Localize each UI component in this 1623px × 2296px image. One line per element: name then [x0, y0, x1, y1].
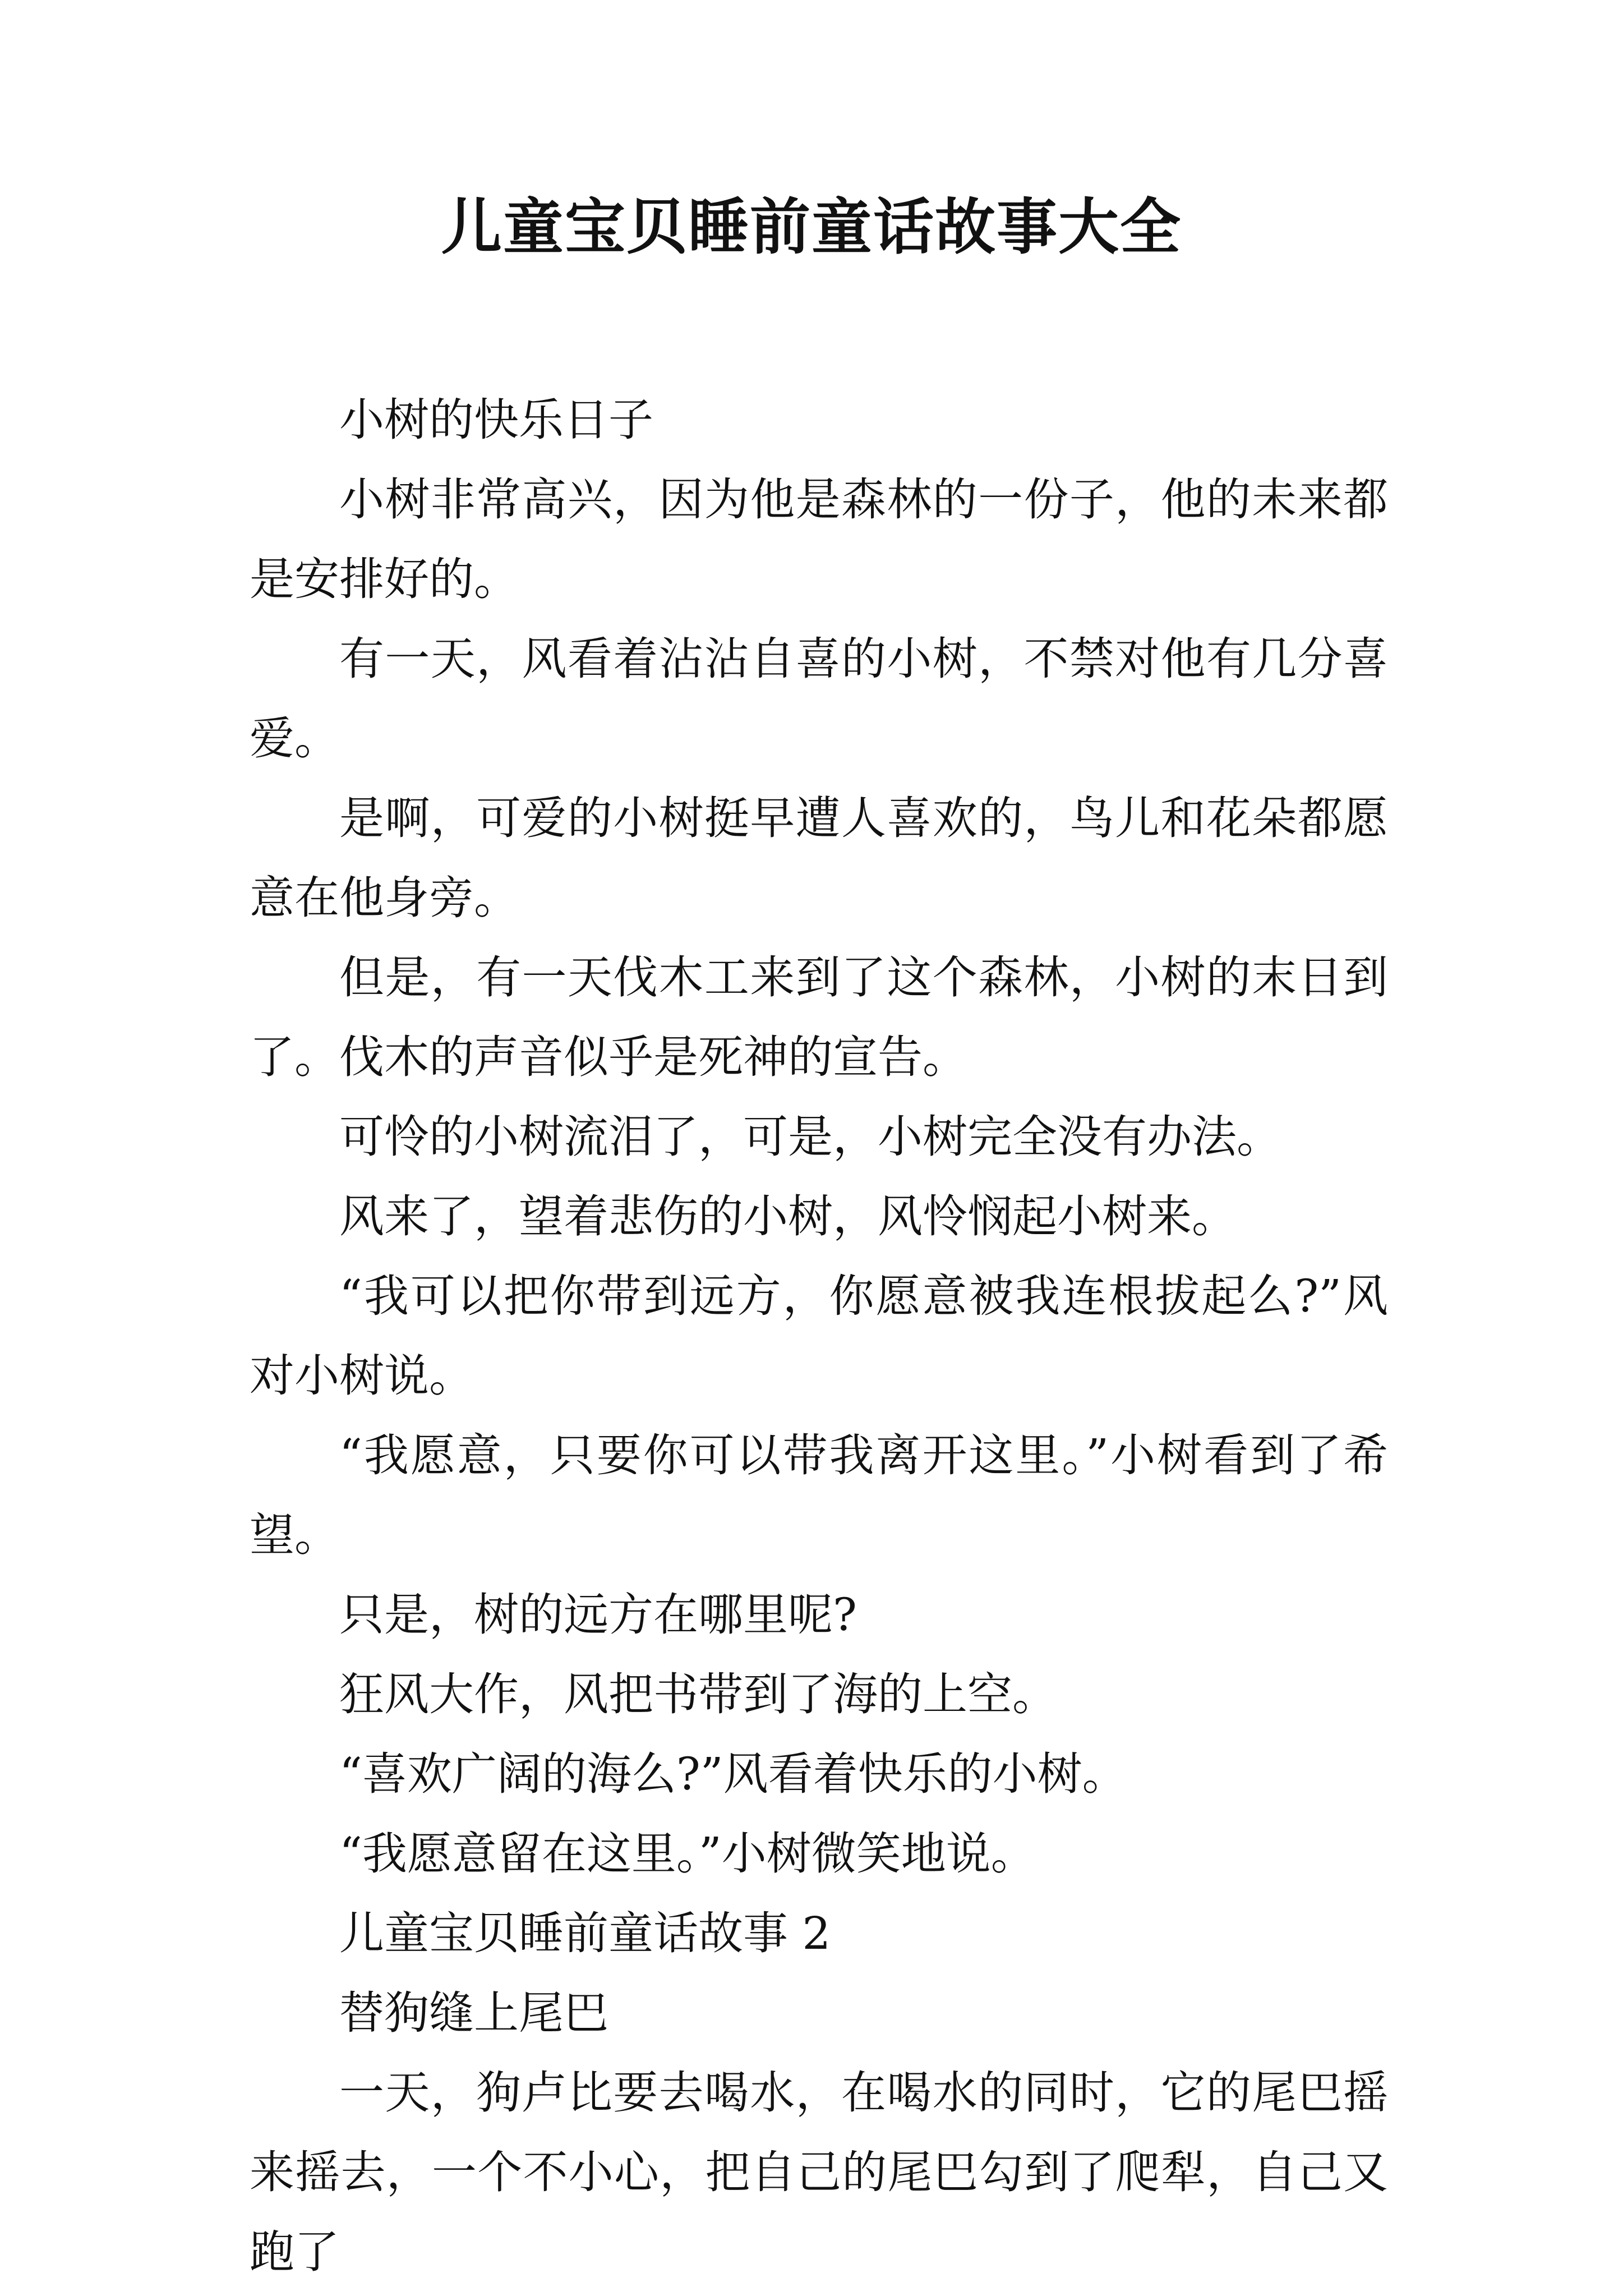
- paragraph: 一天，狗卢比要去喝水，在喝水的同时，它的尾巴摇来摇去，一个不小心，把自己的尾巴勾到了爬犁，自己又跑了: [250, 2067, 1388, 2278]
- paragraph: 风来了，望着悲伤的小树，风怜悯起小树来。: [339, 1190, 1237, 1243]
- document-title: 儿童宝贝睡前童话故事大全: [441, 192, 1182, 263]
- paragraph: 狂风大作，风把书带到了海的上空。: [339, 1668, 1057, 1720]
- paragraph: “我愿意，只要你可以带我离开这里。”小树看到了希望。: [250, 1429, 1388, 1561]
- paragraph: 有一天，风看着沾沾自喜的小树，不禁对他有几分喜爱。: [250, 633, 1388, 765]
- paragraph: “我可以把你带到远方，你愿意被我连根拔起么?”风对小树说。: [250, 1270, 1388, 1402]
- paragraph: 可怜的小树流泪了，可是，小树完全没有办法。: [339, 1111, 1281, 1163]
- paragraph: 小树非常高兴，因为他是森林的一份子，他的未来都是安排好的。: [250, 473, 1388, 605]
- paragraph: 小树的快乐日子: [339, 394, 653, 446]
- paragraph: “喜欢广阔的海么?”风看着快乐的小树。: [339, 1748, 1127, 1800]
- story-title: 替狗缝上尾巴: [339, 1987, 608, 2039]
- paragraph: 只是，树的远方在哪里呢?: [339, 1589, 857, 1641]
- document-body: [250, 380, 1388, 2292]
- section-heading: 儿童宝贝睡前童话故事 2: [339, 1907, 831, 1959]
- paragraph: “我愿意留在这里。”小树微笑地说。: [339, 1828, 1036, 1880]
- paragraph: 是啊，可爱的小树挺早遭人喜欢的，鸟儿和花朵都愿意在他身旁。: [250, 792, 1388, 924]
- paragraph: 但是，有一天伐木工来到了这个森林，小树的末日到了。伐木的声音似乎是死神的宣告。: [250, 951, 1388, 1083]
